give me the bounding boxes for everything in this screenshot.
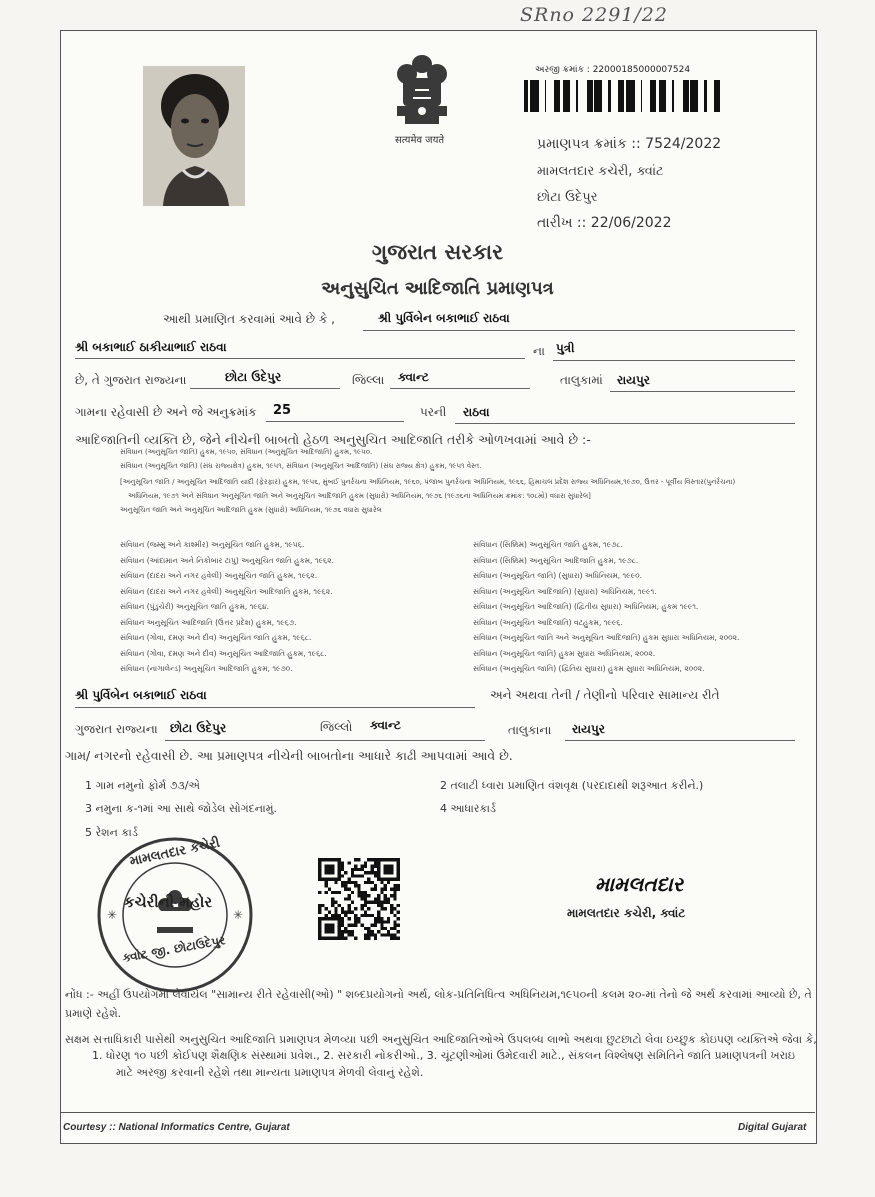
order-line: [અનુસૂચિત જાતિ / અનુસૂચિત આદિજાતિ યાદી (ફેરફાર) હુકમ, ૧૯૫૬, મુંબઈ પુનર્રચના અધિનિયમ, ૧૯૬૦, પંજાબ પુનર્રચના અધિનિયમ, ૧૯૬૬, હિમાચલ પ્રદેશ રાજ્ય અધિનિયમ,૧૯૭૦, ઉત્તર - પૂર્વીય વિસ્તાર(પુનર્રચના) [120,478,736,486]
footer-brand: Digital Gujarat [738,1122,807,1133]
taluka-value: ક્વાન્ટ [398,370,429,384]
order-line: અધિનિયમ, ૧૯૭૧ અને સંવિધાન અનુસૂચિત જાતિ અને અનુસૂચિત આદિજાતિ હુકમ (સુધારો) અધિનિયમ, ૧૯૭૬ (૧૯૭૬ના અધિનિયમ ક્રમાંક: ૧૦૮મો) વધારા સુધારેલ] [128,492,591,500]
list-item: સંવિધાન (દાદરા અને નગર હવેલી) અનુસૂચિત આદિજાતિ હુકમ, ૧૯૬૨. [120,586,333,596]
seal-center-text: કચેરીની મહોર [124,893,213,911]
order-line: સંવિધાન (અનુસૂચિત જાતિ) (સંઘ રાજ્યક્ષેત્ર) હુકમ, ૧૯૫૧, સંવિધાન (અનુસૂચિત આદિજાતિ) (સંઘ રાજ્ય ક્ષેત્ર) હુકમ, ૧૯૫૧ વેસ્ત. [120,462,482,470]
serial-number: 25 [273,403,292,418]
signature-label: મામલતદાર કચેરી, ક્વાંટ [567,906,686,920]
application-number: અરજી ક્રમાંક : 22000185000007524 [535,65,691,75]
tribe-underline [455,423,795,424]
family-text: અને અથવા તેની / તેણીનો પરિવાર સામાન્ય રીતે [490,688,720,702]
taluka-label: તાલુકામાં [560,373,603,387]
seal-top-text: મામલતદાર કચેરી [128,835,222,870]
resident-text: ગામના રહેવાસી છે અને જે અનુક્રમાંક [75,405,257,419]
certificate-number: પ્રમાણપત્ર ક્રમાંક :: 7524/2022 [537,136,722,152]
qr-code-icon [318,858,400,940]
tribe-value: રાઠવા [463,405,490,419]
order-line: અનુસૂચિત જાતિ અને અનુસૂચિત આદિજાતિ હુકમ (સુધારો) અધિનિયમ, ૧૯૭૬ વધારા સુધારેલ [120,506,382,514]
relation-underline [553,360,795,361]
handwritten-reference-number: SRno 2291/22 [520,4,668,26]
footer-divider [60,1112,815,1113]
officer-signature: મામલતદાર [595,872,683,896]
village-underline [610,391,795,392]
list-item: સંવિધાન (દાદરા અને નગર હવેલી) અનુસૂચિત જાતિ હુકમ, ૧૯૬૨. [120,571,318,580]
district-value: છોટા ઉદેપુર [225,370,282,384]
document-item: 1 ગામ નમુનો ફોર્મ ૭૩/એ [85,779,201,792]
father-name-underline [75,358,525,359]
district-underline [190,388,340,389]
list-item: સંવિધાન (નાગાલેન્ડ) અનુસૂચિત આદિજાતિ હુકમ, ૧૯૭૦. [120,664,293,673]
district-label: જિલ્લા [352,373,385,387]
list-item: સંવિધાન (પુંડુચેરી) અનુસૂચિત જાતિ હુકમ, ૧૯૬૪. [120,602,269,611]
svg-text:✳: ✳ [233,908,244,922]
document-item: 4 આધારકાર્ડ [440,802,496,815]
parni-label: પરની [420,405,447,419]
second-village-underline [565,740,795,741]
second-district-label: જિલ્લો [320,720,353,734]
issuing-district: છોટા ઉદેપુર [537,190,598,205]
list-item: સંવિધાન (ગોવા, દમણ અને દીવ) અનુસૂચિત આદિજાતિ હુકમ, ૧૯૬૮. [120,648,327,658]
list-item: સંવિધાન (અનુસૂચિત આદિજાતિ) વટહુકમ, ૧૯૯૬. [473,617,623,627]
footer-courtesy: Courtesy :: National Informatics Centre, Gujarat [63,1122,290,1133]
second-state-prefix: ગુજરાત રાજ્યના [75,722,158,736]
orders-right-list [473,537,803,677]
list-item: સંવિધાન (સિક્કિમ) અનુસૂચિત જાતિ હુકમ, ૧૯૭૮. [473,540,623,549]
list-item: સંવિધાન અનુસૂચિત આદિજાતિ (ઉત્તર પ્રદેશ) હુકમ, ૧૯૬૭. [120,617,297,627]
seal-bottom-text: ક્વાંટ જી. છોટાઉદેપુર [121,933,227,965]
list-item: સંવિધાન (અનુસૂચિત જાતિ) હુકમ સુધારા અધિનિયમ, ૨૦૦૨. [473,648,656,658]
note-line: પ્રમાણે રહેશે. [65,1007,122,1020]
list-item: સંવિધાન (જમ્મુ અને કાશ્મીર) અનુસૂચિત જાતિ હુકમ, ૧૯૫૬. [120,540,305,549]
certificate-title: અનુસુચિત આદિજાતિ પ્રમાણપત્ર [321,278,554,299]
list-item: સંવિધાન (આંદામાન અને નિકોબાર ટાપુ) અનુસૂચિત જાતિ હુકમ, ૧૯૬૨. [120,555,334,565]
list-item: સંવિધાન (અનુસૂચિત જાતિ) (સુધારા) અધિનિયમ, ૧૯૯૦. [473,571,642,580]
issuing-office: મામલતદાર કચેરી, ક્વાંટ [537,164,664,179]
relation: પુત્રી [556,341,575,355]
list-item: સંવિધાન (અનુસૂચિત આદિજાતિ) (દ્વિતીય સુધારા) અધિનિયમ, હુકમ ૧૯૯૧. [473,602,699,611]
list-item: સંવિધાન (અનુસૂચિત આદિજાતિ) (સુધારા) અધિનિયમ, ૧૯૯૧. [473,586,657,596]
second-village-value: રાયપુર [572,722,605,736]
taluka-underline [390,388,530,389]
list-item: સંવિધાન (ગોવા, દમણ અને દીવ) અનુસૂચિત જાતિ હુકમ, ૧૯૬૮. [120,633,312,642]
government-title: ગુજરાત સરકાર [371,240,504,264]
applicant-name-underline [363,330,795,331]
list-item: સંવિધાન (સિક્કિમ) અનુસૂચિત આદિજાતિ હુકમ, ૧૯૭૮. [473,555,639,565]
svg-text:✳: ✳ [107,908,118,922]
applicant-photo [143,66,245,206]
emblem-motto: सत्यमेव जयते [395,135,445,146]
list-item: સંવિધાન (અનુસૂચિત જાતિ અને અનુસૂચિત આદિજાતિ) હુકમ સુધારા અધિનિયમ, ૨૦૦૨. [473,633,740,642]
serial-underline [266,421,404,422]
issue-date: તારીખ :: 22/06/2022 [537,215,672,231]
document-item: 5 રેશન કાર્ડ [85,826,138,839]
document-item: 3 નમુના ક-૧માં આ સાથે જોડેલ સોગંદનામું. [85,802,277,815]
orders-left-list [120,537,450,677]
second-name-underline [75,707,475,708]
second-taluka-value: ક્વાન્ટ [370,718,401,732]
resident-statement: ગામ/ નગરનો રહેવાસી છે. આ પ્રમાણપત્ર નીચેની બાબતોના આધારે કાઢી આપવામાં આવે છે. [65,748,513,763]
second-applicant-name: શ્રી પુર્વિબેન બકાભાઈ રાઠવા [75,688,207,702]
applicant-name: શ્રી પુર્વિબેન બકાભાઈ રાઠવા [378,311,510,325]
document-item: 2 તલાટી ધ્વારા પ્રમાણિત વંશવૃક્ષ (પરદાદાથી શરૂઆત કરીને.) [440,779,704,792]
second-district-value: છોટા ઉદેપુર [170,721,227,735]
tribe-statement: આદિજાતિની વ્યક્તિ છે, જેને નીચેની બાબતો હેઠળ અનુસુચિત આદિજાતિ તરીકે ઓળખવામાં આવે છે :- [75,432,591,447]
eligibility-paragraph-line: માટે અરજી કરવાની રહેશે તથા માન્યતા પ્રમાણપત્ર મેળવી લેવાનું રહેશે. [116,1066,424,1079]
note-line: નોંધ :- અહીં ઉપયોગમાં લેવાયેલ "સામાન્ય રીતે રહેવાસી(ઓ) " શબ્દપ્રયોગનો અર્થ, લોક-પ્રતિનિધિત્વ અધિનિયમ,૧૯૫૦ની કલમ ૨૦-માં તેનો જે અર્થ કરવામાં આવ્યો છે, તે [65,988,812,1001]
barcode-icon [524,80,722,112]
eligibility-paragraph-line: 1. ધોરણ ૧૦ પછી કોઈપણ શૈક્ષણિક સંસ્થામાં પ્રવેશ., 2. સરકારી નોકરીઓ., 3. ચૂંટણીઓમાં ઉમેદવારી માટે., સંકલન વિશ્લેષણ સમિતિને જાતિ પ્રમાણપત્રની ખરાઇ [92,1049,795,1062]
father-name: શ્રી બકાભાઈ ઠાકીયાભાઈ રાઠવા [75,340,227,354]
certify-prefix: આથી પ્રમાણિત કરવામાં આવે છે કે , [163,312,335,326]
second-district-underline [165,740,485,741]
na-label: ના [533,344,545,358]
list-item: સંવિધાન (અનુસૂચિત જાતિ) (દ્વિતિય સુધારા) હુકમ સુધારા અધિનિયમ, ૨૦૦૨. [473,664,705,673]
order-line: સંવિધાન (અનુસૂચિત જાતિ) હુકમ, ૧૯૫૦, સંવિધાન (અનુસૂચિત આદિજાતિ) હુકમ, ૧૯૫૦. [120,448,373,456]
village-value: રાયપુર [617,373,650,387]
second-taluka-label: તાલુકાના [508,723,552,737]
state-prefix: છે, તે ગુજરાત રાજ્યના [75,373,187,387]
eligibility-paragraph-line: સક્ષમ સત્તાધિકારી પાસેથી અનુસુચિત આદિજાતિ પ્રમાણપત્ર મેળવ્યા પછી અનુસુચિત આદિજાતિઓએ ઉપલબ્ધ લાભો અથવા છુટછાટો લેવા ઇચ્છુક કોઇપણ વ્યક્તિએ જેવા કે, [65,1033,817,1046]
